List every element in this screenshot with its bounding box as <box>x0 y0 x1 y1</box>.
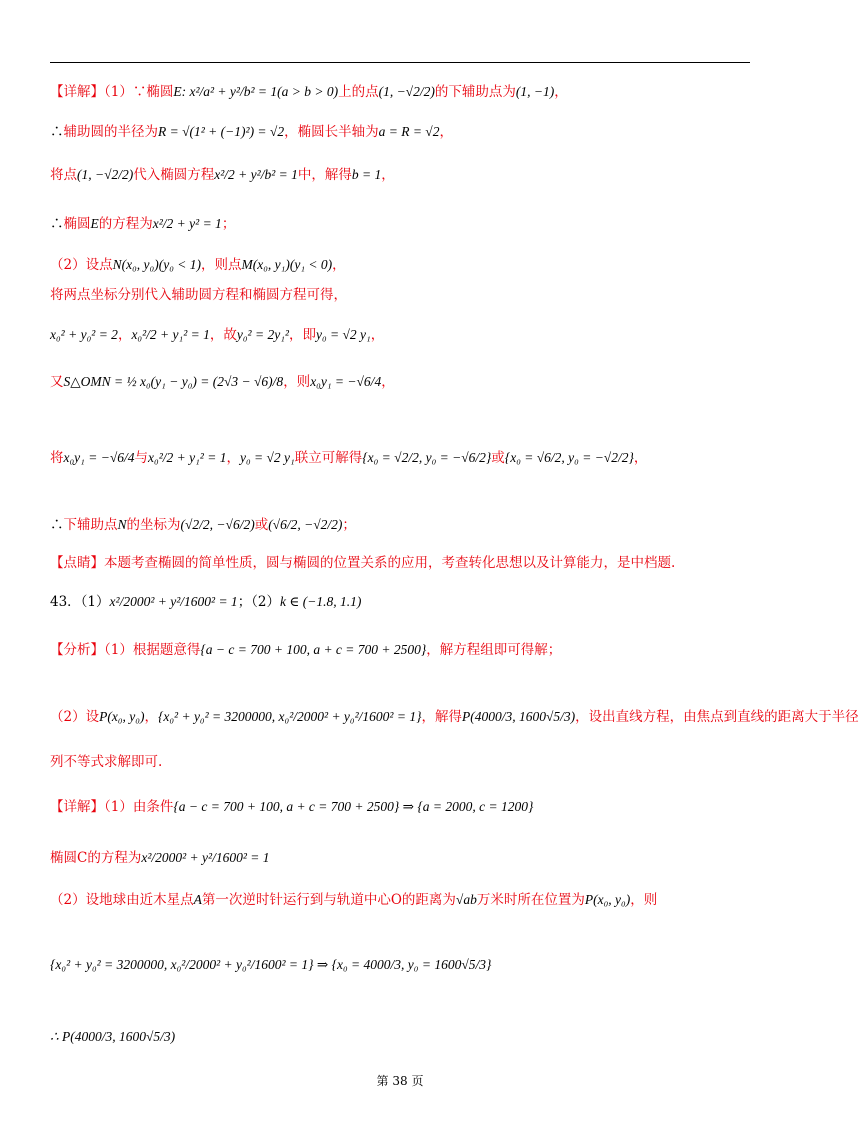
math-expression: x²/2000² + y²/1600² = 1 <box>141 850 270 865</box>
text-run: ，则点 <box>201 257 242 273</box>
math-expression: {a − c = 700 + 100, a + c = 700 + 2500} <box>200 642 427 657</box>
text-run: ∴ <box>50 124 64 140</box>
text-run: ， <box>370 327 385 343</box>
math-expression: √ab <box>455 892 477 907</box>
text-line <box>50 640 760 660</box>
math-expression: {x₀ = √2/2, y₀ = −√6/2} <box>362 450 492 465</box>
text-run: 上的点 <box>338 84 379 100</box>
text-run: ， <box>332 257 346 273</box>
math-expression: x₀y₁ = −√6/4 <box>63 450 135 465</box>
text-line <box>50 82 760 102</box>
math-expression: (√6/2, −√2/2) <box>268 517 343 532</box>
text-run: 或 <box>254 517 269 533</box>
text-run: 将点 <box>50 167 77 183</box>
text-run: （2）设点 <box>50 257 113 273</box>
text-run: ； <box>221 216 236 232</box>
text-run: ， <box>381 374 395 390</box>
math-expression: M(x₀, y₁)(y₁ < 0) <box>241 257 333 272</box>
header-rule <box>50 62 750 63</box>
math-expression: x₀² + y₀² = 2 <box>50 327 118 342</box>
text-run: 的下辅助点为 <box>434 84 516 100</box>
math-expression: (√2/2, −√6/2) <box>180 517 255 532</box>
math-expression: a = R = √2 <box>378 124 440 139</box>
text-run: 43．（1） <box>50 594 110 610</box>
math-expression: b = 1 <box>351 167 382 182</box>
math-expression: (1, −√2/2) <box>378 84 435 99</box>
math-expression: (1, −1) <box>515 84 555 99</box>
text-run: 联立可解得 <box>294 450 363 466</box>
text-run: 又 <box>50 374 64 390</box>
text-run: 【详解】（1）∵椭圆 <box>50 84 174 100</box>
text-run: 椭圆C的方程为 <box>50 850 142 866</box>
text-line <box>50 372 760 392</box>
text-line <box>50 165 760 185</box>
text-run: ；（2） <box>237 594 281 610</box>
math-expression: {a − c = 700 + 100, a + c = 700 + 2500} ⇒ {a = 2000, c = 1200} <box>173 799 534 814</box>
text-run: ，故 <box>209 327 237 343</box>
text-run: ，则 <box>283 374 311 390</box>
text-line <box>50 515 760 535</box>
math-expression: (1, −√2/2) <box>77 167 134 182</box>
text-run: 【分析】（1）根据题意得 <box>50 642 201 658</box>
math-expression: x₀²/2 + y₁² = 1 <box>148 450 227 465</box>
text-run: 与 <box>134 450 149 466</box>
math-expression: R = √(1² + (−1)²) = √2 <box>158 124 285 139</box>
text-run: 【点睛】本题考查椭圆的简单性质，圆与椭圆的位置关系的应用，考查转化思想以及计算能力，是中档题. <box>50 555 676 571</box>
math-expression: {x₀ = √6/2, y₀ = −√2/2} <box>504 450 634 465</box>
text-line <box>50 752 760 772</box>
math-expression: k ∈ (−1.8, 1.1) <box>280 594 362 609</box>
text-run: ，解得 <box>421 709 462 725</box>
text-run: ，则 <box>630 892 658 908</box>
text-run: ， <box>633 450 648 466</box>
text-run: 下辅助点 <box>63 517 118 533</box>
math-expression: y₀² = 2y₁² <box>236 327 289 342</box>
text-run: （2）设地球由近木星点 <box>50 892 194 908</box>
text-run: 【详解】（1）由条件 <box>50 799 174 815</box>
text-line <box>50 848 760 868</box>
text-run: 将 <box>50 450 64 466</box>
math-expression: {x₀² + y₀² = 3200000, x₀²/2000² + y₀²/1600² = 1} ⇒ {x₀ = 4000/3, y₀ = 1600√5/3} <box>50 957 492 972</box>
text-run: 代入椭圆方程 <box>133 167 215 183</box>
text-run: 的方程为 <box>98 216 153 232</box>
text-run: ，椭圆长半轴为 <box>284 124 379 140</box>
text-line <box>50 955 760 975</box>
text-run: 第一次逆时针运行到与轨道中心O的距离为 <box>201 892 456 908</box>
math-expression: y₀ = √2 y₁ <box>315 327 371 342</box>
text-run: ∴ <box>50 517 64 533</box>
math-expression: N(x₀, y₀)(y₀ < 1) <box>112 257 201 272</box>
math-expression: {x₀² + y₀² = 3200000, x₀²/2000² + y₀²/1600² = 1} <box>157 709 422 724</box>
text-run: 中，解得 <box>297 167 352 183</box>
math-expression: x²/2 + y² = 1 <box>152 216 222 231</box>
text-line <box>50 797 760 817</box>
math-expression: x²/2 + y²/b² = 1 <box>214 167 298 182</box>
text-line <box>50 214 760 234</box>
text-line <box>50 122 760 142</box>
text-run: 的坐标为 <box>126 517 181 533</box>
text-line <box>50 707 859 727</box>
text-line <box>50 1027 760 1047</box>
text-run: 辅助圆的半径为 <box>63 124 158 140</box>
math-expression: P(4000/3, 1600√5/3) <box>461 709 576 724</box>
text-run: ， <box>117 327 132 343</box>
text-run: ， <box>226 450 240 466</box>
text-run: 椭圆 <box>63 216 91 232</box>
text-line <box>50 592 760 612</box>
text-run: ； <box>342 517 356 533</box>
math-expression: y₀ = √2 y₁ <box>239 450 295 465</box>
text-run: ， <box>439 124 453 140</box>
math-expression: x₀²/2 + y₁² = 1 <box>131 327 210 342</box>
text-run: ∴ <box>50 216 64 232</box>
text-run: 列不等式求解即可. <box>50 754 163 770</box>
text-line <box>50 890 760 910</box>
math-expression: x₀y₁ = −√6/4 <box>310 374 382 389</box>
math-expression: P(x₀, y₀) <box>99 709 145 724</box>
math-expression: S△OMN = ½ x₀(y₁ − y₀) = (2√3 − √6)/8 <box>63 374 284 389</box>
math-expression: P(x₀, y₀) <box>584 892 631 907</box>
math-expression: A <box>193 892 202 907</box>
text-run: 万米时所在位置为 <box>476 892 585 908</box>
text-line <box>50 255 760 275</box>
text-run: ， <box>144 709 158 725</box>
text-line <box>50 285 760 305</box>
math-expression: N <box>117 517 127 532</box>
text-run: ，即 <box>288 327 316 343</box>
text-line <box>50 448 760 468</box>
math-expression: E <box>90 216 99 231</box>
text-run: （2）设 <box>50 709 100 725</box>
text-run: ，解方程组即可得解； <box>426 642 562 658</box>
text-line <box>50 325 760 345</box>
math-expression: ∴ P(4000/3, 1600√5/3) <box>50 1029 176 1044</box>
page-footer: 第 38 页 <box>376 1074 424 1088</box>
text-run: 或 <box>491 450 505 466</box>
math-expression: E: x²/a² + y²/b² = 1(a > b > 0) <box>173 84 339 99</box>
text-line <box>50 553 760 573</box>
math-expression: x²/2000² + y²/1600² = 1 <box>109 594 238 609</box>
text-run: ， <box>554 84 568 100</box>
text-run: 将两点坐标分别代入辅助圆方程和椭圆方程可得， <box>50 287 347 303</box>
text-run: ， <box>381 167 395 183</box>
text-run: ，设出直线方程，由焦点到直线的距离大于半径 <box>575 709 859 725</box>
